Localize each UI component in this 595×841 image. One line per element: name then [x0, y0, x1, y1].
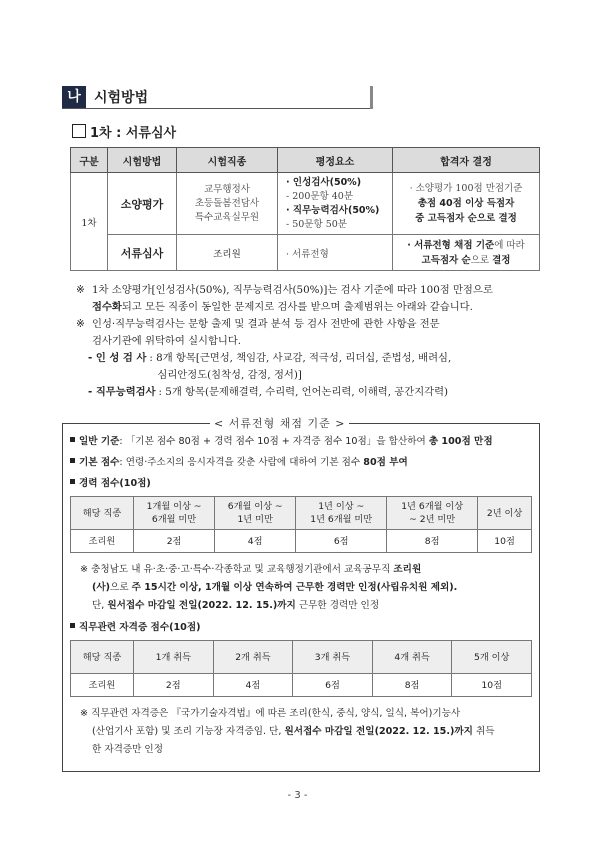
header-cell: 2년 이상	[478, 497, 532, 530]
license-note	[70, 705, 534, 759]
subsection-title	[72, 122, 176, 141]
header-cell: 4개 취득	[372, 641, 452, 674]
table-header-row	[71, 497, 532, 530]
note-text: 한 자격증만 인정	[92, 744, 163, 755]
decision-cell	[393, 173, 540, 235]
decision-line: 총점 40점 이상 득점자	[417, 198, 515, 209]
test-item-personality	[88, 350, 542, 384]
note-item	[76, 316, 542, 350]
criterion-label: 경력 점수(10점)	[79, 478, 151, 489]
elements-cell	[278, 173, 393, 235]
decision-cell	[393, 235, 540, 271]
test-label: - 직무능력검사	[88, 386, 156, 398]
header-line: 1년 미만	[237, 514, 273, 525]
bullet-square-icon	[70, 623, 75, 628]
header-cell: 구분	[71, 148, 108, 173]
page-number: - 3 -	[287, 790, 308, 801]
test-text: : 8개 항목[근면성, 책임감, 사교감, 적극성, 리더십, 준법성, 배려심,	[149, 352, 452, 364]
note-text: 인성·직무능력검사는 문항 출제 및 결과 분석 등 검사 전반에 관한 사항을 전문	[92, 318, 440, 330]
table-cell: 4점	[215, 530, 296, 553]
criterion-bold: 80점 부여	[363, 457, 408, 468]
decision-line: 중 고득점자 순으로 결정	[415, 213, 517, 224]
element-item: · 인성검사(50%)	[286, 176, 362, 188]
header-line: 6개월 이상 ~	[227, 501, 283, 512]
table-cell: 10점	[478, 530, 532, 553]
job-item: 교무행정사	[204, 183, 250, 195]
table-cell: 10점	[452, 674, 532, 697]
criteria-title: < 서류전형 채점 기준 >	[210, 415, 349, 431]
decision-bold: 고득점자 순	[421, 254, 471, 266]
criterion-label: 기본 점수	[79, 457, 120, 468]
note-text: 검사기관에 위탁하여 실시합니다.	[92, 335, 242, 347]
header-line: 1년 6개월 이상	[401, 501, 464, 512]
note-bold: 원서접수 마감일 전일(2022. 12. 15.)까지	[284, 726, 473, 737]
section-title: 시험방법	[94, 90, 149, 106]
note-text: 단,	[92, 600, 108, 611]
bullet-square-icon	[70, 458, 75, 463]
header-cell: 해당 직종	[71, 641, 134, 674]
note-text: ※ 직무관련 자격증은 『국가기술자격법』에 따른 조리(한식, 중식, 양식, 일식, 복어)기능사	[80, 708, 461, 719]
table-header-row	[71, 148, 540, 173]
note-text: ※ 충청남도 내 유·초·중·고·특수·각종학교 및 교육행정기관에서 교육공무직	[80, 564, 394, 575]
career-criterion	[70, 475, 534, 492]
table-cell: 2점	[134, 530, 215, 553]
section-badge: 나	[62, 86, 86, 108]
table-cell: 8점	[387, 530, 478, 553]
section-header-shadow	[370, 86, 373, 109]
header-cell: 1개 취득	[134, 641, 214, 674]
note-text: 되고 모든 직종이 동일한 문제지로 검사를 받으며 출제범위는 아래와 같습니다.	[121, 301, 473, 313]
decision-text: 에 따라	[494, 239, 525, 251]
bullet-square-icon	[70, 479, 75, 484]
decision-bold: 결정	[492, 254, 511, 266]
header-line: 1년 이상 ~	[318, 501, 365, 512]
table-cell: 조리원	[71, 530, 134, 553]
element-item: - 50문항 50분	[286, 218, 347, 230]
job-item: 초등돌봄전담사	[194, 197, 260, 209]
note-text: (산업기사 포함) 및 조리 기능장 자격증임. 단,	[92, 726, 285, 737]
header-line: 1개월 이상 ~	[146, 501, 202, 512]
bullet-square-icon	[70, 437, 75, 442]
element-item: · 직무능력검사(50%)	[286, 204, 380, 216]
job-item: 특수교육실무원	[194, 211, 260, 223]
table-cell: 조리원	[71, 674, 134, 697]
note-text: 취득	[472, 726, 495, 737]
criteria-body	[70, 433, 534, 759]
table-cell: 6점	[293, 674, 373, 697]
method-cell: 서류심사	[108, 235, 177, 271]
stage-cell: 1차	[71, 173, 108, 271]
header-cell: 해당 직종	[71, 497, 134, 530]
career-note	[70, 561, 534, 615]
test-item-ability	[88, 384, 542, 401]
basic-criterion	[70, 454, 534, 471]
table-row	[71, 674, 532, 697]
header-cell: 5개 이상	[452, 641, 532, 674]
note-bold: 조리원	[393, 564, 422, 575]
note-bold: (사)	[92, 582, 111, 593]
note-bold: 주 15시간 이상, 1개월 이상 연속하여 근무한 경력만 인정(사립유치원 제외).	[131, 582, 458, 593]
test-text: : 5개 항목(문제해결력, 수리력, 언어논리력, 이해력, 공간지각력)	[158, 386, 449, 398]
note-item	[76, 282, 542, 316]
criterion-label: 일반 기준	[79, 436, 120, 447]
header-cell: 시험방법	[108, 148, 177, 173]
checkbox-square-icon	[72, 124, 86, 138]
test-text: 심리안정도(침착성, 감정, 정서)]	[157, 369, 302, 381]
reference-mark: ※	[76, 318, 85, 330]
criterion-text: : 「기본 점수 80점 + 경력 점수 10점 + 자격증 점수 10점」을 합산하여	[119, 436, 429, 447]
criterion-label: 직무관련 자격증 점수(10점)	[79, 622, 201, 633]
table-cell: 4점	[213, 674, 293, 697]
decision-bold: · 서류전형 채점 기준	[407, 239, 495, 251]
element-item: - 200문항 40분	[286, 190, 354, 202]
note-bold: 원서접수 마감일 전일(2022. 12. 15.)까지	[107, 600, 296, 611]
method-cell: 소양평가	[108, 173, 177, 235]
jobs-cell	[177, 173, 278, 235]
header-cell: 합격자 결정	[393, 148, 540, 173]
header-cell: 3개 취득	[293, 641, 373, 674]
element-cell: · 서류전형	[278, 235, 393, 271]
table-cell: 6점	[296, 530, 387, 553]
decision-text: 으로	[470, 254, 493, 266]
header-cell	[134, 497, 215, 530]
criterion-text: : 연령·주소지의 응시자격을 갖춘 사람에 대하여 기본 점수	[119, 457, 364, 468]
reference-mark: ※	[76, 284, 85, 296]
table-row	[71, 530, 532, 553]
table-cell: 8점	[372, 674, 452, 697]
note-text: 근무한 경력만 인정	[295, 600, 380, 611]
decision-line: · 소양평가 100점 만점기준	[409, 183, 523, 194]
license-criterion	[70, 619, 534, 636]
header-cell: 평정요소	[278, 148, 393, 173]
header-line: 1년 6개월 미만	[310, 514, 373, 525]
subsection-title-text: 1차 : 서류심사	[90, 126, 177, 141]
header-line: 6개월 미만	[151, 514, 197, 525]
test-label: - 인 성 검 사	[88, 352, 147, 364]
header-cell	[215, 497, 296, 530]
header-line: ~ 2년 미만	[409, 514, 456, 525]
table-row	[71, 173, 540, 235]
note-bold: 점수화	[92, 301, 122, 313]
header-cell	[387, 497, 478, 530]
notes-block	[76, 282, 542, 401]
table-row	[71, 235, 540, 271]
header-cell	[296, 497, 387, 530]
table-header-row	[71, 641, 532, 674]
criterion-bold: 총 100점 만점	[428, 436, 493, 447]
note-text: 1차 소양평가[인성검사(50%), 직무능력검사(50%)]는 검사 기준에 따라 100점 만점으로	[92, 284, 493, 296]
note-text: 으로	[110, 582, 132, 593]
section-header	[62, 86, 372, 109]
table-cell: 2점	[134, 674, 214, 697]
job-cell: 조리원	[177, 235, 278, 271]
header-cell: 시험직종	[177, 148, 278, 173]
license-score-table	[70, 640, 532, 697]
general-criterion	[70, 433, 534, 450]
career-score-table	[70, 496, 532, 553]
header-cell: 2개 취득	[213, 641, 293, 674]
exam-method-table	[70, 147, 540, 271]
